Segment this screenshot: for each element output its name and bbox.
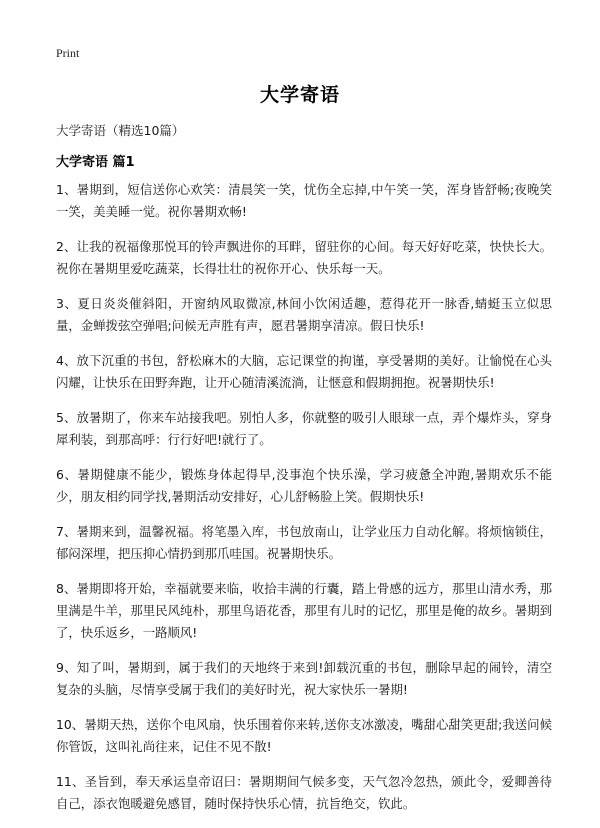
section-heading: 大学寄语 篇1 (56, 155, 135, 170)
paragraph-7: 7、暑期来到，温馨祝福。将笔墨入库，书包放南山，让学业压力自动化解。将烦恼锁住，郁闷深埋，把压抑心情扔到那爪哇国。祝暑期快乐。 (56, 524, 552, 561)
page-title: 大学寄语 (259, 84, 340, 106)
paragraph-5: 5、放暑期了，你来车站接我吧。别怕人多，你就整的吸引人眼球一点，弄个爆炸头，穿身犀利装，到那高呼：行行好吧!就行了。 (56, 410, 552, 447)
paragraph-4: 4、放下沉重的书包，舒松麻木的大脑，忘记课堂的拘谨，享受暑期的美好。让愉悦在心头闪耀，让快乐在田野奔跑，让开心随清溪流淌，让惬意和假期拥抱。祝暑期快乐! (56, 353, 552, 390)
paragraph-10: 10、暑期天热，送你个电风扇，快乐围着你来转,送你支冰激凌，嘴甜心甜笑更甜;我送问候你管饭，这叫礼尚往来，记住不见不散! (56, 717, 552, 754)
paragraph-3: 3、夏日炎炎催斜阳，开窗纳风取微凉,林间小饮闲适趣，惹得花开一脉香,蜻蜓玉立似思量，金蝉拨弦空弹唱;问候无声胜有声，愿君暑期享清凉。假日快乐! (56, 296, 552, 333)
paragraph-2: 2、让我的祝福像那悦耳的铃声飘进你的耳畔，留驻你的心间。每天好好吃菜，快快长大。祝你在暑期里爱吃蔬菜，长得壮壮的祝你开心、快乐每一天。 (56, 239, 552, 276)
paragraph-11: 11、圣旨到，奉天承运皇帝诏曰：暑期期间气候多变，天气忽冷忽热，颁此令，爱卿善待自己，添衣饱暖避免感冒，随时保持快乐心情，抗旨绝交，钦此。 (56, 774, 552, 811)
paragraph-9: 9、知了叫，暑期到，属于我们的天地终于来到!卸载沉重的书包，删除早起的闹铃，清空复杂的头脑，尽情享受属于我们的美好时光，祝大家快乐一暑期! (56, 660, 552, 697)
print-link[interactable]: Print (56, 46, 80, 60)
document-subtitle: 大学寄语（精选10篇） (56, 123, 185, 138)
paragraph-8: 8、暑期即将开始，幸福就要来临，收拾丰满的行囊，踏上骨感的远方，那里山清水秀，那里满是牛羊，那里民风纯朴，那里鸟语花香，那里有儿时的记忆，那里是俺的故乡。暑期到了，快乐返乡，一路顺风! (56, 581, 552, 640)
paragraph-list (56, 179, 552, 828)
paragraph-1: 1、暑期到，短信送你心欢笑：清晨笑一笑，忧伤全忘掉,中午笑一笑，浑身皆舒畅;夜晚笑一笑，美美睡一觉。祝你暑期欢畅! (56, 182, 552, 219)
paragraph-6: 6、暑期健康不能少，锻炼身体起得早,没事泡个快乐澡，学习疲惫全冲跑,暑期欢乐不能少，朋友相约同学找,暑期活动安排好，心儿舒畅脸上笑。假期快乐! (56, 467, 552, 504)
